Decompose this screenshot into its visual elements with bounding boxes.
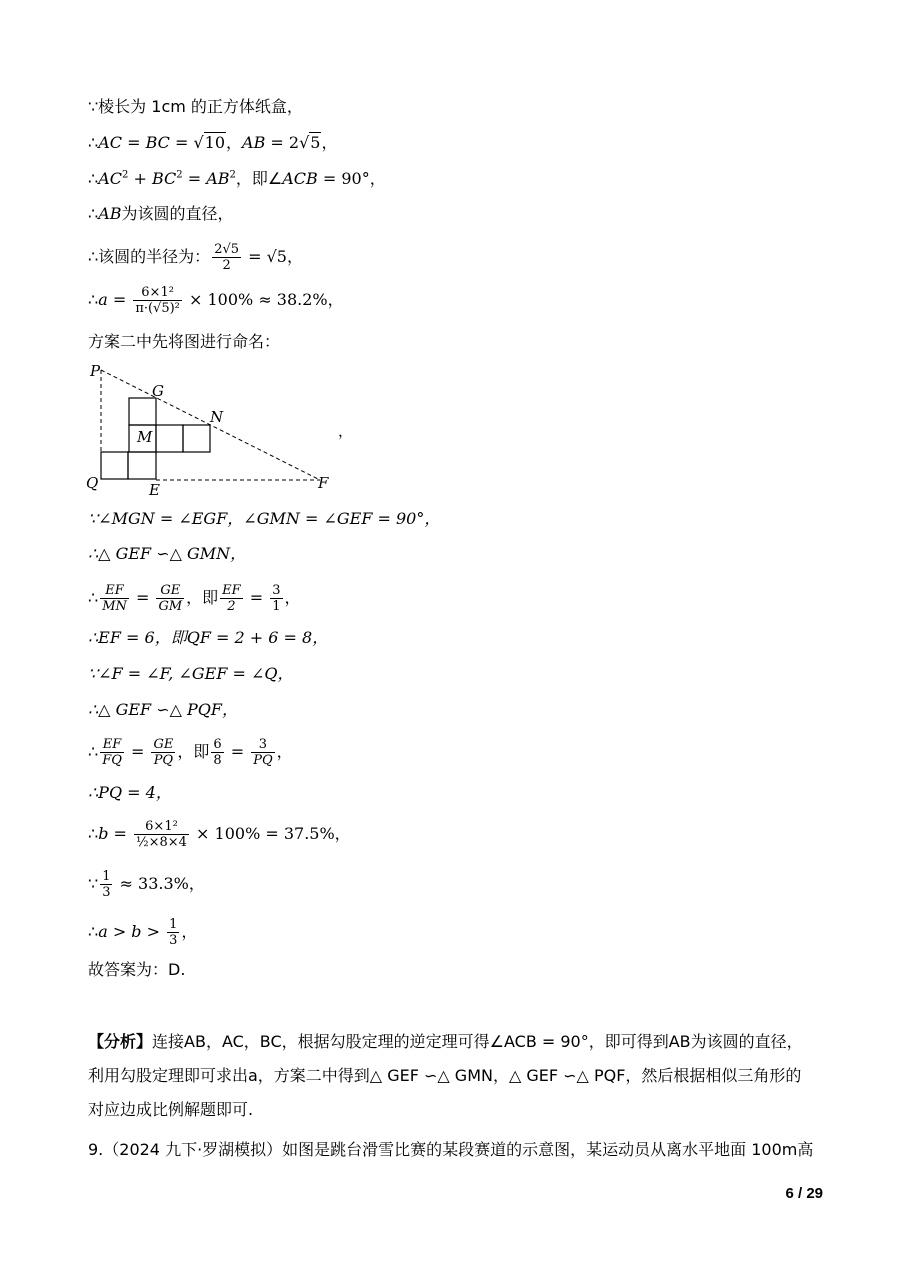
label-n: N xyxy=(210,408,224,426)
fraction-radius: $\frac{2√5}{2}$ xyxy=(214,242,240,273)
fraction-1-3: $\frac{1}{3}$ xyxy=(102,869,111,900)
analysis-line-2: 利用勾股定理即可求出a，方案二中得到△ GEF ∽△ GMN，△ GEF ∽△ PQF，然后根据相似三角形的 xyxy=(88,1066,802,1085)
line-given-cube: ∵棱长为 1cm 的正方体纸盒， xyxy=(88,97,303,116)
line-pythagoras: $\therefore AC^2 + BC^2 = AB^2$，即∠ACB = 90°， xyxy=(88,169,386,188)
line-similar-gef-gmn: ∴△ GEF ∽△ GMN， xyxy=(88,544,247,563)
question-9: 9.（2024 九下·罗湖模拟）如图是跳台滑雪比赛的某段赛道的示意图，某运动员从离水平地面 100m高 xyxy=(88,1140,814,1159)
line-radius: ∴该圆的半径为： $\frac{2√5}{2}$ = √5， xyxy=(88,242,303,273)
line-ratio-2: ∴ $\frac{EF}{FQ}$ = $\frac{GE}{PQ}$ ，即 $\frac{6}{8}$ = $\frac{3}{PQ}$ ， xyxy=(88,737,293,768)
line-b-value: ∴b = $\frac{\text{6×1²}}{\text{½×8×4}}$ × 100% = 37.5%， xyxy=(88,819,351,850)
fraction-ef-fq: $\frac{EF}{FQ}$ xyxy=(102,737,122,768)
line-compare: ∴a > b > $\frac{1}{3}$ ， xyxy=(88,917,198,948)
fraction-3-pq: $\frac{3}{PQ}$ xyxy=(253,737,273,768)
line-ratio-1: ∴ $\frac{EF}{MN}$ = $\frac{GE}{GM}$ ，即 $\frac{EF}{2}$ = $\frac{3}{1}$ ， xyxy=(88,583,301,614)
label-p: P xyxy=(90,362,101,380)
fraction-ef-2: $\frac{EF}{2}$ xyxy=(222,583,241,614)
label-m: M xyxy=(137,428,153,446)
fraction-3-1: $\frac{3}{1}$ xyxy=(272,583,281,614)
label-e: E xyxy=(149,481,160,498)
label-q: Q xyxy=(86,474,99,492)
line-answer: 故答案为：D. xyxy=(88,960,186,979)
line-diameter: ∴AB为该圆的直径， xyxy=(88,204,234,223)
fraction-6-8: $\frac{6}{8}$ xyxy=(213,737,222,768)
analysis-line-3: 对应边成比例解题即可. xyxy=(88,1100,254,1119)
line-scheme-two: 方案二中先将图进行命名： xyxy=(88,332,281,351)
fraction-b: $\frac{\text{6×1²}}{\text{½×8×4}}$ xyxy=(136,819,187,850)
line-one-third: ∵ $\frac{1}{3}$ ≈ 33.3%， xyxy=(88,869,205,900)
label-f: F xyxy=(318,474,329,492)
fraction-ge-pq: $\frac{GE}{PQ}$ xyxy=(153,737,174,768)
geometry-figure xyxy=(80,358,370,498)
analysis-line-1: 【分析】连接AB，AC，BC，根据勾股定理的逆定理可得∠ACB = 90°，即可得到AB为该圆的直径， xyxy=(88,1032,803,1051)
cube-net xyxy=(101,398,210,479)
fraction-ef-mn: $\frac{EF}{MN}$ xyxy=(102,583,127,614)
line-angles-equal: ∵∠MGN = ∠EGF，∠GMN = ∠GEF = 90°， xyxy=(88,509,441,528)
line-ef-qf: ∴EF = 6，即QF = 2 + 6 = 8， xyxy=(88,628,329,647)
fraction-a: $\frac{\text{6×1²}}{\text{π·(√5)²}}$ xyxy=(135,285,180,316)
line-similar-gef-pqf: ∴△ GEF ∽△ PQF， xyxy=(88,700,239,719)
fraction-ge-gm: $\frac{GE}{GM}$ xyxy=(158,583,183,614)
figure-comma: ， xyxy=(338,422,354,440)
line-pq: ∴PQ = 4， xyxy=(88,783,172,802)
line-a-value: ∴a = $\frac{\text{6×1²}}{\text{π·(√5)²}}$ × 100% ≈ 38.2%， xyxy=(88,285,344,316)
fraction-1-3-b: $\frac{1}{3}$ xyxy=(169,917,178,948)
page-number: 6 / 29 xyxy=(785,1185,823,1202)
line-angle-f: ∵∠F = ∠F, ∠GEF = ∠Q， xyxy=(88,664,294,683)
line-ac-bc-ab: ∴AC = BC = √10，AB = 2√5， xyxy=(88,133,338,152)
label-g: G xyxy=(152,382,164,400)
analysis-paragraph xyxy=(88,1025,818,1127)
